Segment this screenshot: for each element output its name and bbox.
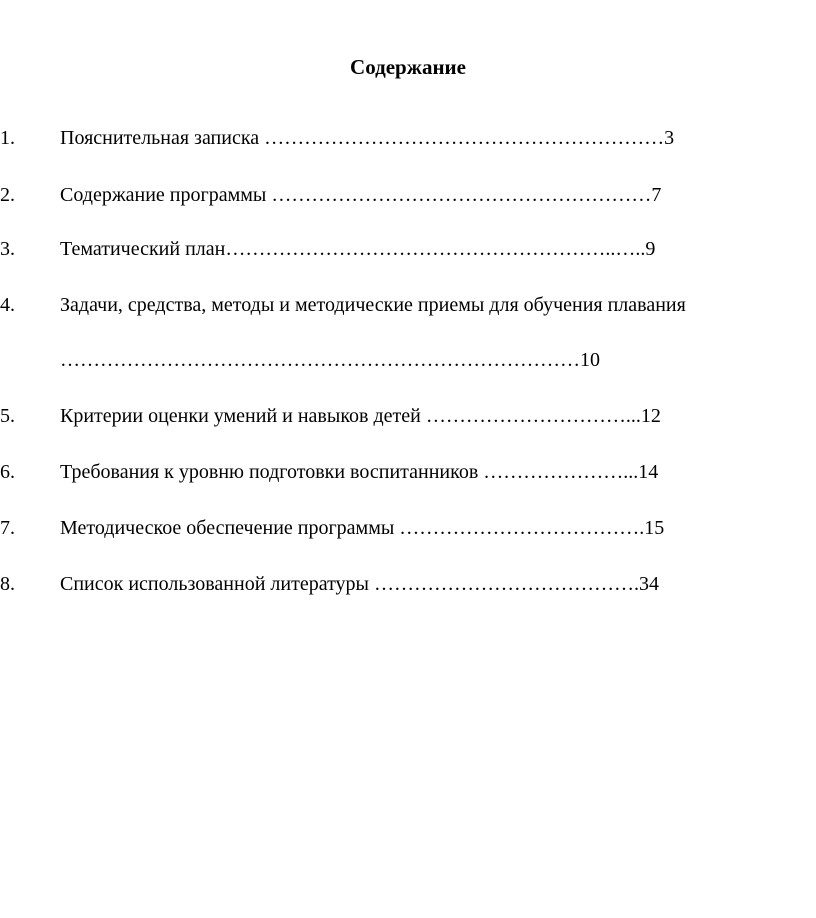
toc-entry-text: Список использованной литературы ………………………………….34 bbox=[60, 573, 659, 595]
toc-entry-number: 8. bbox=[0, 573, 15, 595]
toc-entry-text: Содержание программы …………………………………………………7 bbox=[60, 184, 662, 206]
toc-entry-number: 3. bbox=[0, 238, 15, 260]
toc-entry-text: Требования к уровню подготовки воспитанников …………………...14 bbox=[60, 461, 659, 483]
toc-entry-text: Пояснительная записка ……………………………………………………3 bbox=[60, 127, 675, 149]
toc-entry-text: Критерии оценки умений и навыков детей …………………………...12 bbox=[60, 405, 661, 427]
page-title: Содержание bbox=[350, 55, 466, 79]
toc-entry-number: 6. bbox=[0, 461, 15, 483]
toc-entry-number: 4. bbox=[0, 294, 15, 316]
toc-entry-text: Задачи, средства, методы и методические приемы для обучения плавания bbox=[60, 294, 686, 316]
toc-entry-number: 2. bbox=[0, 184, 15, 206]
toc-entry-text: Тематический план…………………………………………………..…..9 bbox=[60, 238, 656, 260]
toc-entry-number: 5. bbox=[0, 405, 15, 427]
toc-entry-number: 7. bbox=[0, 517, 15, 539]
toc-entry-4-continuation: ……………………………………………………………………10 bbox=[60, 349, 600, 371]
toc-entry-text: Методическое обеспечение программы ……………………………….15 bbox=[60, 517, 665, 539]
toc-entry-number: 1. bbox=[0, 127, 15, 149]
